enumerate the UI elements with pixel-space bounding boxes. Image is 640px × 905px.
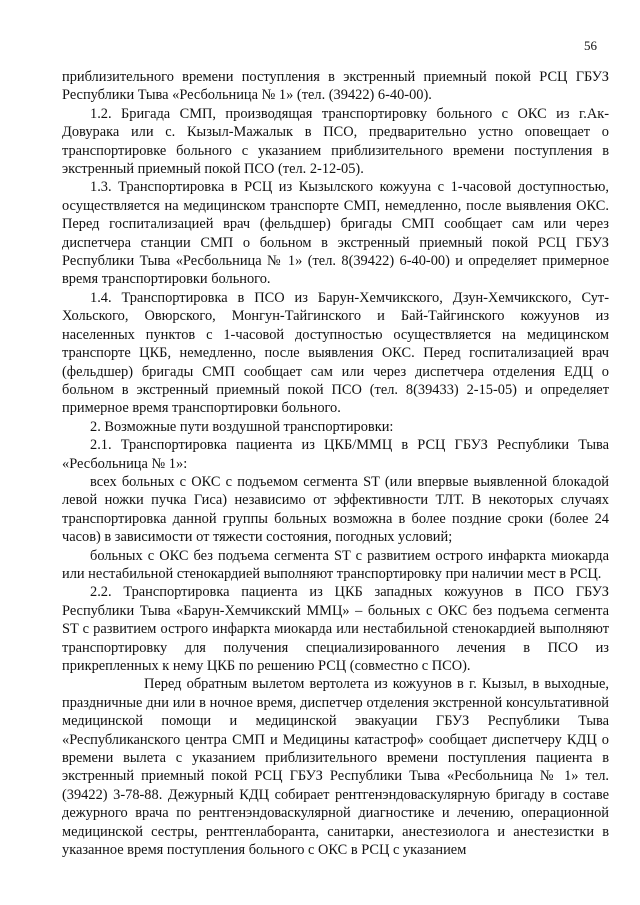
paragraph-2-heading: 2. Возможные пути воздушной транспортировки:	[90, 418, 394, 435]
paragraph-1-2: 1.2. Бригада СМП, производящая транспортировку больного с ОКС из г.Ак-Довурака или с. Кызыл-Мажалык в ПСО, предварительно устно оповещает о транспортировке больного с указанием приблизительного времени поступления в экстренный приемный покой ПСО (тел. 2-12-05).	[62, 105, 609, 178]
document-body	[62, 68, 609, 859]
paragraph-2-1: 2.1. Транспортировка пациента из ЦКБ/ММЦ в РСЦ ГБУЗ Республики Тыва «Ресбольница № 1»:	[62, 437, 609, 472]
paragraph-2-2: 2.2. Транспортировка пациента из ЦКБ западных кожуунов в ПСО ГБУЗ Республики Тыва «Барун-Хемчикский ММЦ» – больных с ОКС без подъема сегмента ST с развитием острого инфаркта миокарда или нестабильной стенокардией выполняют транспортировку для получения специализированного лечения в ПСО из прикрепленных к нему ЦКБ по решению РСЦ (совместно с ПСО).	[62, 584, 609, 674]
paragraph-helicopter-return: Перед обратным вылетом вертолета из кожуунов в г. Кызыл, в выходные, праздничные дни или в ночное время, диспетчер отделения экстренной консультативной медицинской помощи и медицинской эвакуации ГБУЗ Республики Тыва «Республиканского центра СМП и Медицины катастроф» сообщает диспетчеру КДЦ о времени вылета с указанием приблизительного времени поступления пациента в экстренный приемный покой РСЦ ГБУЗ Республики Тыва «Ресбольница № 1» тел. (39422) 3-78-88. Дежурный КДЦ собирает рентгенэндоваскулярную бригаду в составе дежурного врача по рентгенэндоваскулярной диагностике и лечению, операционной медицинской сестры, рентгенлаборанта, санитарки, анестезиолога и анестезистки в указанное время поступления больного с ОКС в РСЦ с указанием	[62, 676, 609, 859]
paragraph-1-4: 1.4. Транспортировка в ПСО из Барун-Хемчикского, Дзун-Хемчикского, Сут-Хольского, Овюрского, Монгун-Тайгинского и Бай-Тайгинского кожуунов из населенных пунктов с 1-часовой доступностью осуществляется на медицинском транспорте ЦКБ, немедленно, после выявления ОКС. Перед госпитализацией врач (фельдшер) бригады СМП сообщает сам или через диспетчера отделения ЕДЦ о больном в экстренный приемный покой ПСО (тел. 8(39433) 2-15-05) и определяет примерное время транспортировки больного.	[62, 289, 609, 417]
paragraph-continuation: приблизительного времени поступления в экстренный приемный покой РСЦ ГБУЗ Республики Тыва «Ресбольница № 1» (тел. (39422) 6-40-00).	[62, 69, 609, 104]
paragraph-2-1-item-non-st: больных с ОКС без подъема сегмента ST с развитием острого инфаркта миокарда или нестабильной стенокардией выполняют транспортировку при наличии мест в РСЦ.	[62, 547, 609, 582]
page-number: 56	[584, 38, 597, 53]
paragraph-2-1-item-st-elevation: всех больных с ОКС с подъемом сегмента ST (или впервые выявленной блокадой левой ножки пучка Гиса) независимо от эффективности ТЛТ. В некоторых случаях транспортировка данной группы больных возможна в более поздние сроки (более 24 часов) в зависимости от тяжести состояния, погодных условий;	[62, 473, 609, 546]
paragraph-1-3: 1.3. Транспортировка в РСЦ из Кызылского кожууна с 1-часовой доступностью, осуществляется на медицинском транспорте СМП, немедленно, после выявления ОКС. Перед госпитализацией врач (фельдшер) бригады СМП сообщает сам или через диспетчера станции СМП о больном в экстренный приемный покой РСЦ ГБУЗ Республики Тыва «Ресбольница № 1» (тел. 8(39422) 6-40-00) и определяет примерное время транспортировки больного.	[62, 179, 609, 288]
